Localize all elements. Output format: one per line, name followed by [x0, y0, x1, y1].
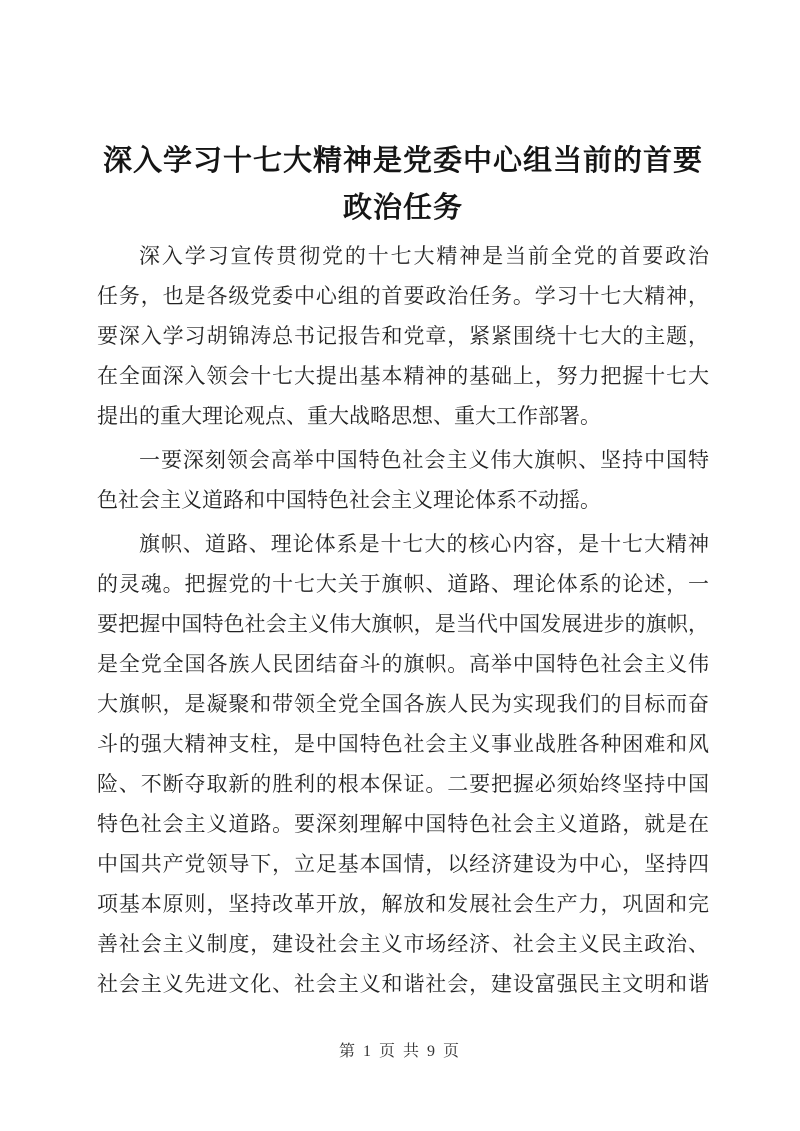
paragraph: [97, 440, 709, 520]
body-line: 色社会主义道路和中国特色社会主义理论体系不动摇。: [97, 488, 601, 512]
body-line: 斗的强大精神支柱，是中国特色社会主义事业战胜各种困难和风: [97, 732, 709, 756]
document-body: [97, 236, 709, 1004]
body-line: 要把握中国特色社会主义伟大旗帜，是当代中国发展进步的旗帜，: [97, 612, 709, 636]
page-footer: [0, 1038, 800, 1061]
document-title: [97, 138, 709, 232]
body-line: 任务，也是各级党委中心组的首要政治任务。学习十七大精神，: [97, 284, 709, 308]
body-line: 中国共产党领导下，立足基本国情，以经济建设为中心，坚持四: [97, 852, 709, 876]
title-line: 深入学习十七大精神是党委中心组当前的首要: [102, 145, 703, 177]
body-line: 险、不断夺取新的胜利的根本保证。二要把握必须始终坚持中国: [97, 772, 709, 796]
paragraph: [97, 524, 709, 1004]
body-line: 在全面深入领会十七大提出基本精神的基础上，努力把握十七大: [97, 364, 709, 388]
body-line: 项基本原则，坚持改革开放，解放和发展社会生产力，巩固和完: [97, 892, 709, 916]
paragraph: [97, 236, 709, 436]
page-content: [97, 138, 709, 1008]
body-line: 要深入学习胡锦涛总书记报告和党章，紧紧围绕十七大的主题，: [97, 324, 709, 348]
body-line: 的灵魂。把握党的十七大关于旗帜、道路、理论体系的论述，一: [97, 572, 709, 596]
body-line: 大旗帜，是凝聚和带领全党全国各族人民为实现我们的目标而奋: [97, 692, 709, 716]
body-line: 旗帜、道路、理论体系是十七大的核心内容，是十七大精神: [139, 532, 709, 556]
body-line: 提出的重大理论观点、重大战略思想、重大工作部署。: [97, 404, 601, 428]
body-line: 是全党全国各族人民团结奋斗的旗帜。高举中国特色社会主义伟: [97, 652, 709, 676]
body-line: 一要深刻领会高举中国特色社会主义伟大旗帜、坚持中国特: [139, 448, 709, 472]
body-line: 善社会主义制度，建设社会主义市场经济、社会主义民主政治、: [97, 932, 709, 956]
title-line: 政治任务: [342, 192, 463, 224]
body-line: 社会主义先进文化、社会主义和谐社会，建设富强民主文明和谐: [97, 972, 709, 996]
body-line: 特色社会主义道路。要深刻理解中国特色社会主义道路，就是在: [97, 812, 709, 836]
body-line: 深入学习宣传贯彻党的十七大精神是当前全党的首要政治: [139, 244, 709, 268]
page-number-text: 第 1 页 共 9 页: [338, 1043, 461, 1060]
